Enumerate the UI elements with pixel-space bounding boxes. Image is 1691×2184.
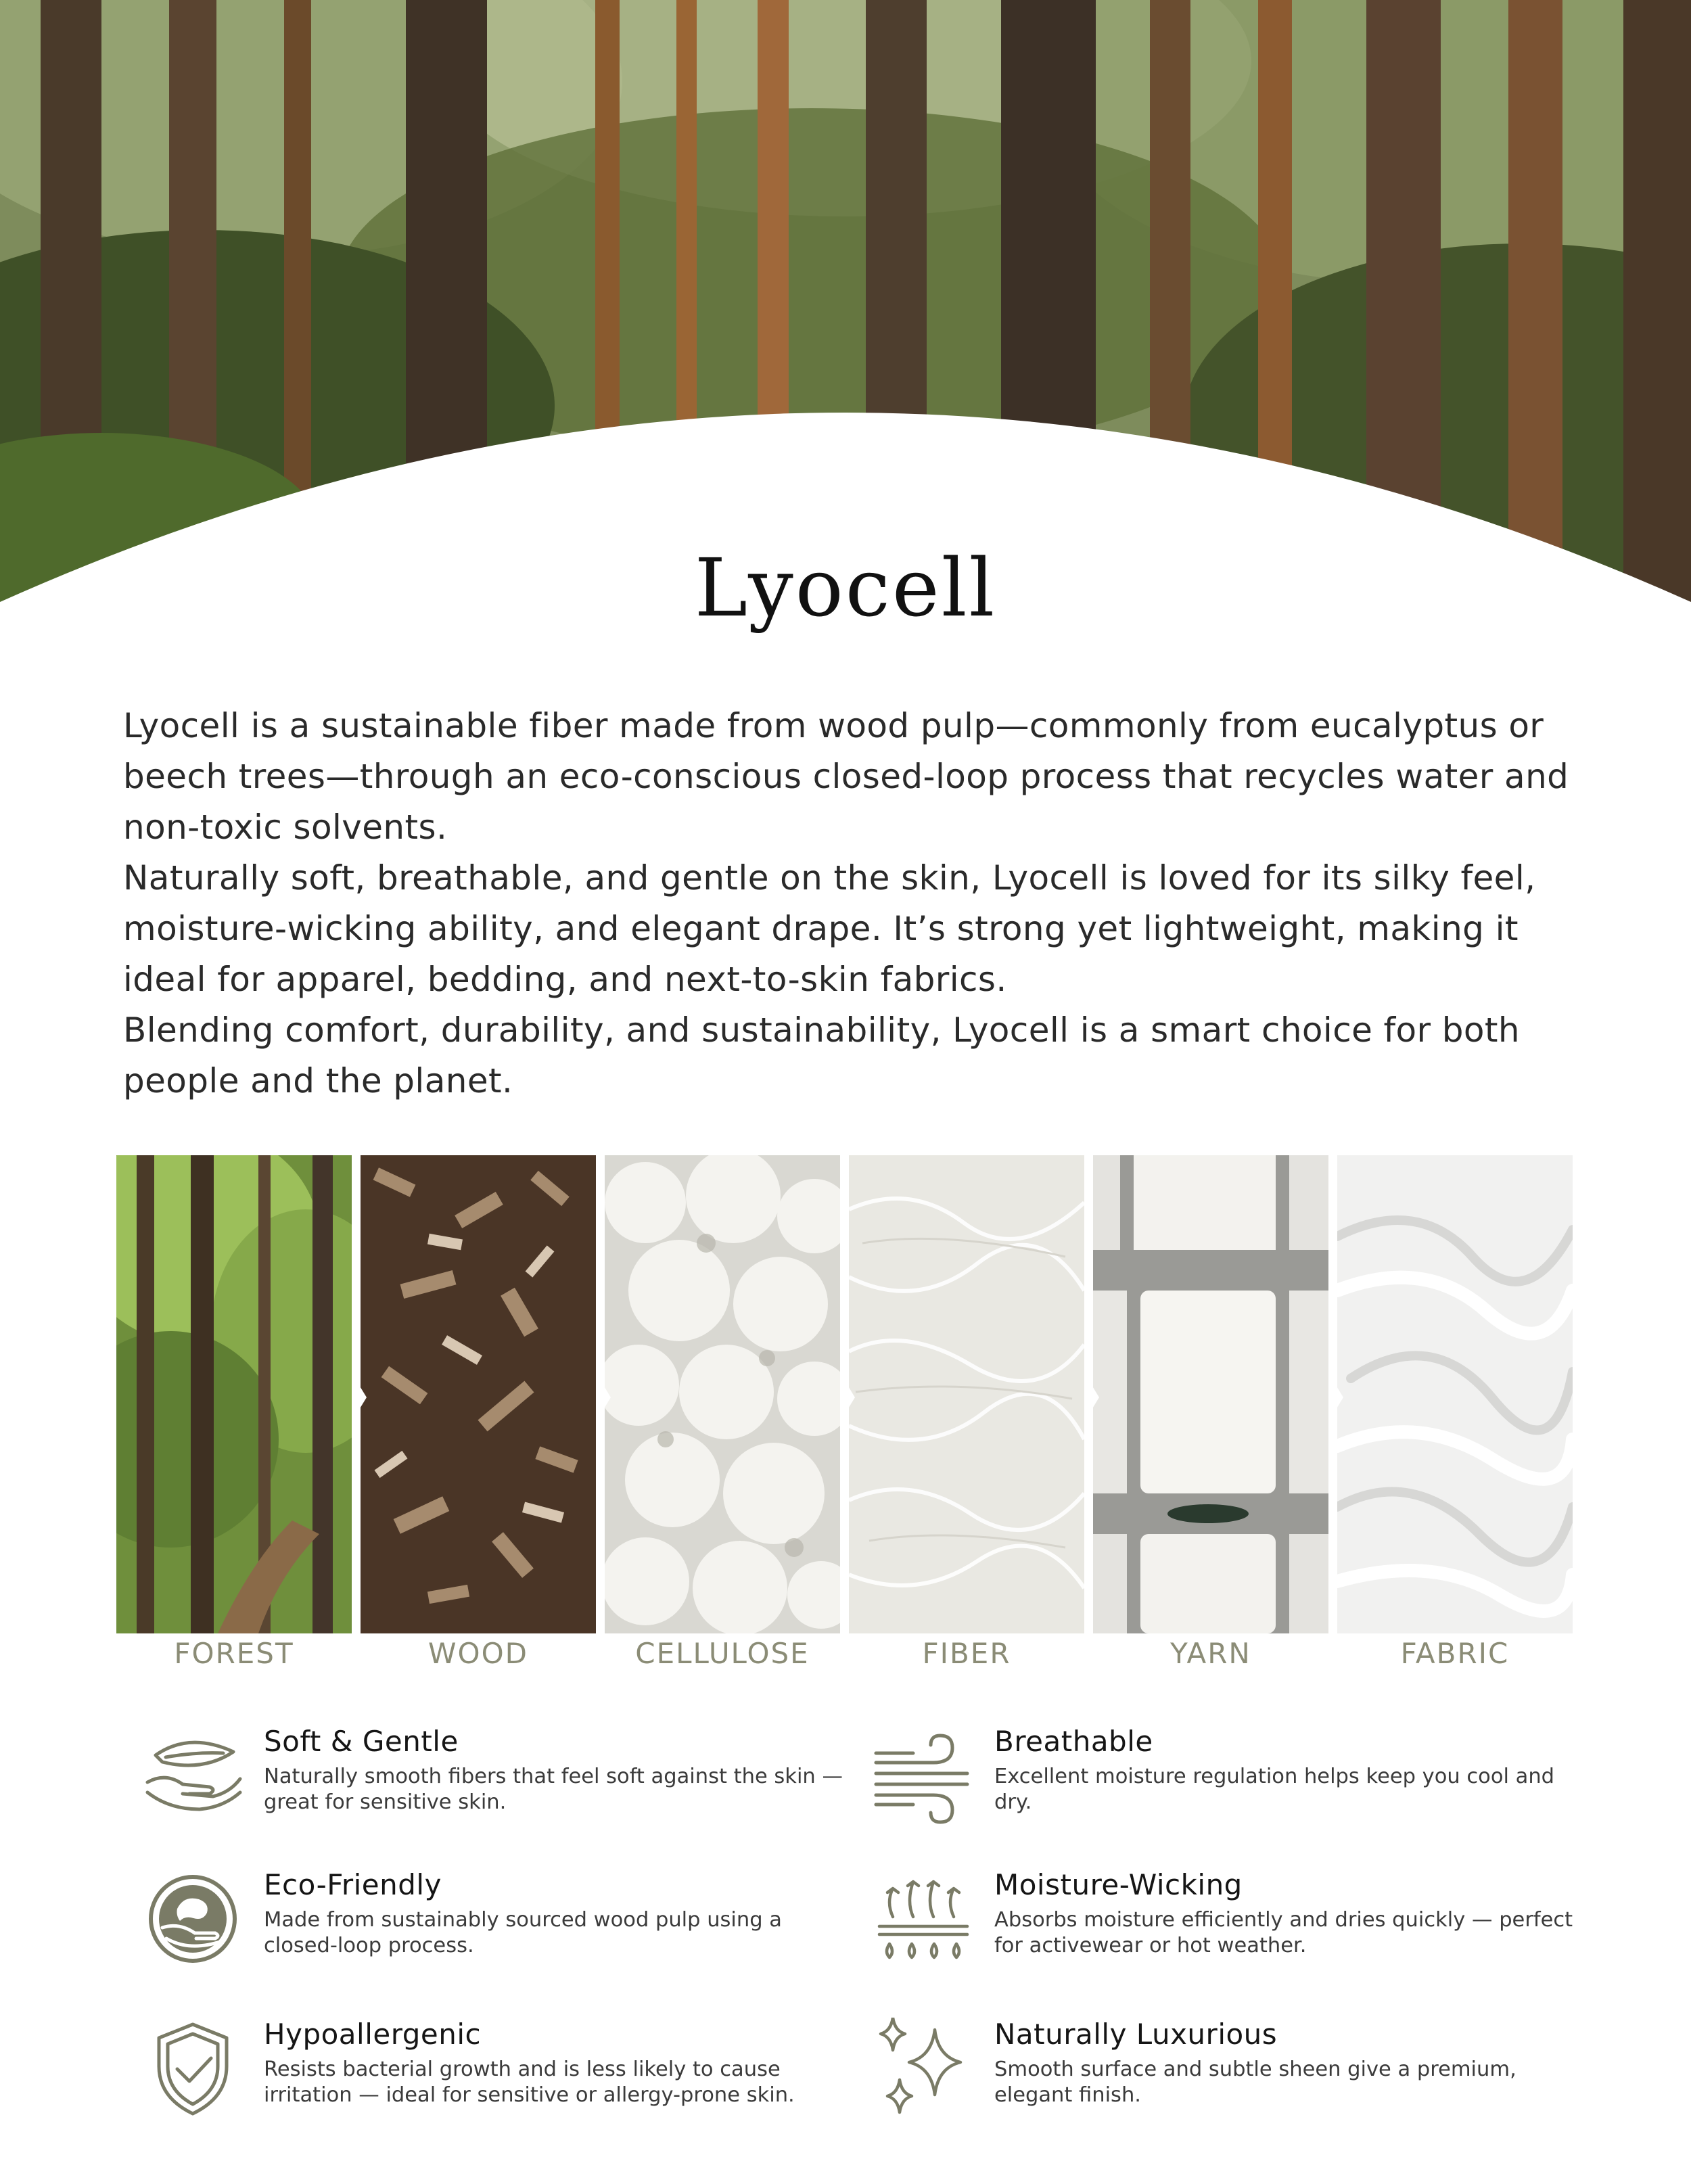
leaf-hand-icon [142, 1725, 244, 1826]
stage-label-fabric: FABRIC [1400, 1637, 1510, 1670]
arrow-right-icon [1328, 1373, 1343, 1422]
feature-title: Breathable [994, 1725, 1153, 1758]
stage-yarn-image [1093, 1155, 1328, 1633]
feature-description: Resists bacterial growth and is less likely to cause irritation — ideal for sensitive or allergy-prone skin. [264, 2058, 795, 2107]
feature-title: Soft & Gentle [264, 1725, 459, 1758]
stage-label-cellulose: CELLULOSE [635, 1637, 810, 1670]
stage-label-wood: WOOD [428, 1637, 528, 1670]
feature-eco-friendly [142, 1868, 873, 2003]
intro-paragraph-1: Lyocell is a sustainable fiber made from wood pulp—commonly from eucalyptus or beech trees—through an eco-conscious closed-loop process that recycles water and non-toxic solvents. [123, 706, 1569, 847]
feature-hypoallergenic [142, 2018, 873, 2153]
feature-description: Smooth surface and subtle sheen give a premium, elegant finish. [994, 2058, 1516, 2107]
feature-description: Made from sustainably sourced wood pulp using a closed-loop process. [264, 1908, 782, 1957]
page-title: Lyocell [694, 541, 997, 634]
feature-breathable [873, 1725, 1603, 1860]
forest-illustration [0, 0, 1691, 609]
intro-text [123, 701, 1577, 1107]
shield-check-icon [142, 2018, 244, 2119]
stage-cellulose-image [605, 1155, 840, 1633]
stage-wood-image [361, 1155, 596, 1633]
feature-moisture-wicking [873, 1868, 1603, 2003]
stage-fiber-image [849, 1155, 1084, 1633]
stage-forest-image [116, 1155, 352, 1633]
feature-description: Absorbs moisture efficiently and dries quickly — perfect for activewear or hot weather. [994, 1908, 1573, 1957]
feature-title: Eco-Friendly [264, 1868, 442, 1901]
intro-paragraph-3: Blending comfort, durability, and sustainability, Lyocell is a smart choice for both people and the planet. [123, 1010, 1521, 1100]
feature-description: Naturally smooth fibers that feel soft against the skin — great for sensitive skin. [264, 1765, 843, 1814]
arrow-right-icon [840, 1373, 855, 1422]
intro-paragraph-2: Naturally soft, breathable, and gentle on the skin, Lyocell is loved for its silky feel, moisture-wicking ability, and elegant drape. It’s strong yet lightweight, making it ideal for apparel, bedding, and next-to-skin fabrics. [123, 858, 1536, 999]
stage-label-fiber: FIBER [922, 1637, 1011, 1670]
feature-naturally-luxurious [873, 2018, 1603, 2153]
arrow-right-icon [352, 1373, 367, 1422]
feature-soft-gentle [142, 1725, 873, 1860]
feature-title: Moisture-Wicking [994, 1868, 1243, 1901]
feature-description: Excellent moisture regulation helps keep you cool and dry. [994, 1765, 1555, 1814]
eco-globe-icon [142, 1868, 244, 1970]
feature-title: Naturally Luxurious [994, 2018, 1278, 2051]
hero-forest-image [0, 0, 1691, 609]
moisture-wicking-icon [873, 1868, 974, 1970]
arrow-right-icon [1084, 1373, 1099, 1422]
arrow-right-icon [596, 1373, 611, 1422]
stage-label-forest: FOREST [174, 1637, 294, 1670]
wind-icon [873, 1725, 974, 1826]
sparkles-icon [873, 2018, 974, 2119]
stage-label-yarn: YARN [1170, 1637, 1251, 1670]
feature-title: Hypoallergenic [264, 2018, 482, 2051]
stage-fabric-image [1337, 1155, 1573, 1633]
